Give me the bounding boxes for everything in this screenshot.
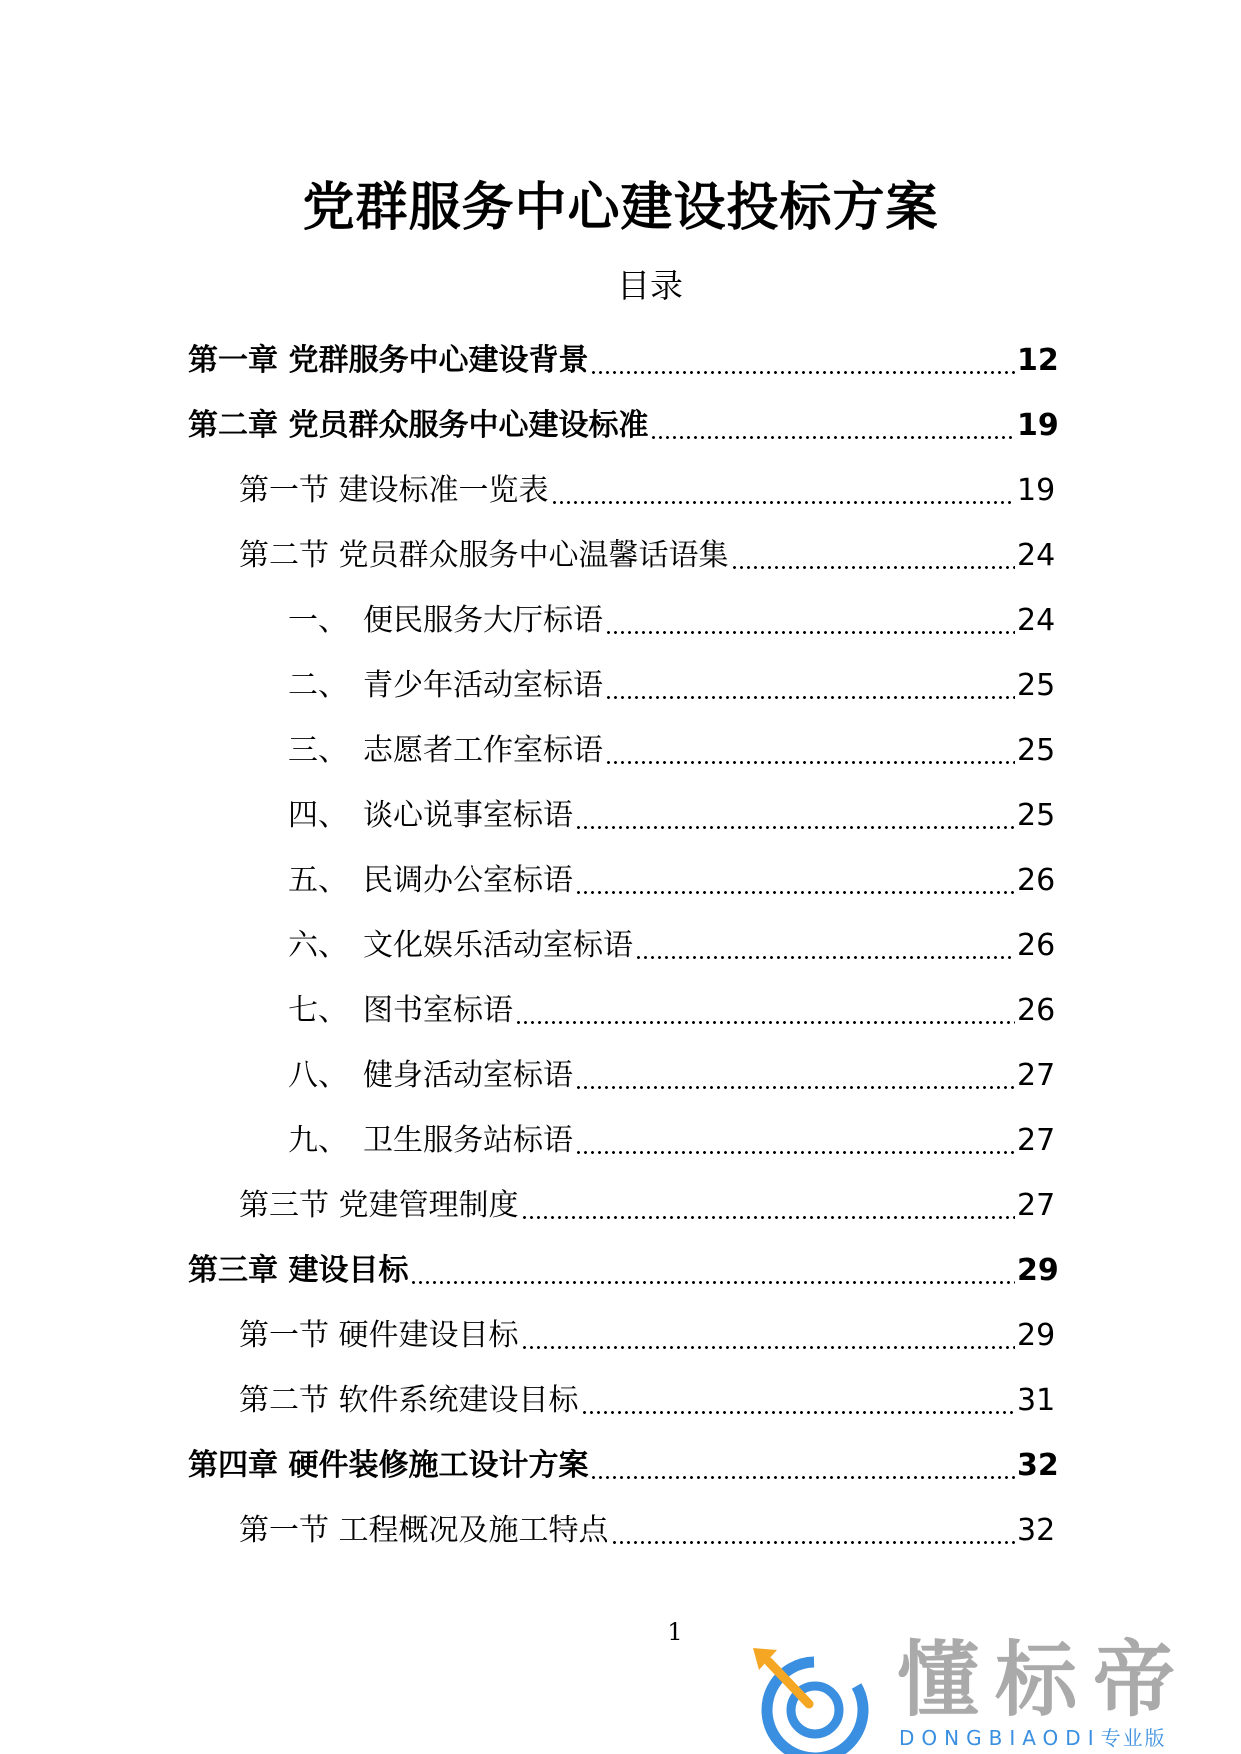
toc-dot-leader: [590, 346, 1015, 376]
toc-entry[interactable]: [0, 1368, 1241, 1433]
toc-entry[interactable]: [0, 458, 1241, 523]
document-title: 党群服务中心建设投标方案: [302, 178, 939, 238]
toc-entry-page: 29: [1017, 1252, 1059, 1288]
toc-entry-page: 26: [1017, 927, 1056, 963]
toc-entry-page: 27: [1017, 1122, 1056, 1158]
toc-entry-page: 24: [1017, 602, 1056, 638]
toc-entry-text: 谈心说事室标语: [363, 797, 573, 833]
toc-entry[interactable]: [0, 913, 1241, 978]
toc-entry-page: 27: [1017, 1057, 1056, 1093]
toc-entry-text: 文化娱乐活动室标语: [363, 927, 633, 963]
watermark-edition: 专业版: [1100, 1726, 1167, 1750]
toc-entry-page: 29: [1017, 1317, 1056, 1353]
toc-dot-leader: [521, 1321, 1015, 1351]
watermark-latin: DONGBIAODI专业版: [899, 1726, 1167, 1750]
toc-heading: 目录: [617, 266, 683, 305]
toc-entry-text: 第一节 工程概况及施工特点: [239, 1512, 609, 1548]
toc-entry-page: 27: [1017, 1187, 1056, 1223]
watermark-name: 懂标帝: [897, 1633, 1192, 1728]
toc-entry-text: 第一节 建设标准一览表: [239, 472, 549, 508]
toc-entry-ordinal: 二、: [288, 667, 348, 703]
toc-entry[interactable]: [0, 1238, 1241, 1303]
toc-entry-text: 健身活动室标语: [363, 1057, 573, 1093]
toc-entry-page: 25: [1017, 797, 1056, 833]
toc-entry-text: 第一节 硬件建设目标: [239, 1317, 519, 1353]
toc-dot-leader: [575, 866, 1015, 896]
page-number: 1: [667, 1618, 683, 1646]
toc-entry-ordinal: 五、: [288, 862, 348, 898]
toc-entry[interactable]: [0, 1173, 1241, 1238]
toc-entry-page: 32: [1017, 1512, 1056, 1548]
toc-entry[interactable]: [0, 653, 1241, 718]
watermark-logo: [745, 1633, 1225, 1754]
toc-entry-text: 民调办公室标语: [363, 862, 573, 898]
toc-entry-ordinal: 一、: [288, 602, 348, 638]
toc-entry[interactable]: [0, 588, 1241, 653]
toc-entry[interactable]: [0, 783, 1241, 848]
toc-entry-ordinal: 八、: [288, 1057, 348, 1093]
toc-entry-text: 第一章 党群服务中心建设背景: [188, 342, 589, 378]
toc-dot-leader: [521, 1191, 1015, 1221]
toc-entry[interactable]: [0, 848, 1241, 913]
toc-entry-text: 青少年活动室标语: [363, 667, 603, 703]
toc-entry-text: 第三章 建设目标: [188, 1252, 409, 1288]
toc-dot-leader: [611, 1516, 1015, 1546]
toc-entry-text: 便民服务大厅标语: [363, 602, 603, 638]
toc-entry-ordinal: 七、: [288, 992, 348, 1028]
toc-dot-leader: [551, 476, 1015, 506]
toc-dot-leader: [605, 736, 1015, 766]
toc-entry[interactable]: [0, 718, 1241, 783]
toc-entry-page: 26: [1017, 862, 1056, 898]
toc-dot-leader: [581, 1386, 1015, 1416]
toc-dot-leader: [731, 541, 1015, 571]
toc-entry-page: 12: [1017, 342, 1059, 378]
toc-entry-text: 卫生服务站标语: [363, 1122, 573, 1158]
toc-entry-text: 志愿者工作室标语: [363, 732, 603, 768]
toc-dot-leader: [515, 996, 1015, 1026]
toc-entry-page: 31: [1017, 1382, 1056, 1418]
toc-dot-leader: [605, 606, 1015, 636]
toc-entry-page: 19: [1017, 407, 1059, 443]
toc-entry-page: 25: [1017, 732, 1056, 768]
table-of-contents: [0, 328, 1241, 1563]
toc-entry-page: 24: [1017, 537, 1056, 573]
toc-entry[interactable]: [0, 978, 1241, 1043]
toc-entry-text: 第三节 党建管理制度: [239, 1187, 519, 1223]
toc-entry-text: 第二章 党员群众服务中心建设标准: [188, 407, 649, 443]
toc-entry-page: 32: [1017, 1447, 1059, 1483]
toc-entry-ordinal: 六、: [288, 927, 348, 963]
toc-dot-leader: [575, 1126, 1015, 1156]
toc-entry-page: 19: [1017, 472, 1056, 508]
toc-entry[interactable]: [0, 393, 1241, 458]
toc-entry-text: 第四章 硬件装修施工设计方案: [188, 1447, 589, 1483]
toc-dot-leader: [605, 671, 1015, 701]
toc-entry-ordinal: 九、: [288, 1122, 348, 1158]
toc-entry[interactable]: [0, 1043, 1241, 1108]
target-arrow-icon: [745, 1640, 895, 1754]
toc-dot-leader: [575, 801, 1015, 831]
toc-entry[interactable]: [0, 523, 1241, 588]
toc-dot-leader: [635, 931, 1015, 961]
toc-dot-leader: [650, 411, 1015, 441]
toc-entry[interactable]: [0, 1498, 1241, 1563]
toc-dot-leader: [590, 1451, 1015, 1481]
toc-entry-ordinal: 四、: [288, 797, 348, 833]
toc-entry-page: 25: [1017, 667, 1056, 703]
toc-entry-ordinal: 三、: [288, 732, 348, 768]
toc-entry-page: 26: [1017, 992, 1056, 1028]
toc-entry[interactable]: [0, 1433, 1241, 1498]
toc-entry-text: 第二节 党员群众服务中心温馨话语集: [239, 537, 729, 573]
toc-dot-leader: [410, 1256, 1015, 1286]
toc-dot-leader: [575, 1061, 1015, 1091]
toc-entry[interactable]: [0, 328, 1241, 393]
toc-entry-text: 第二节 软件系统建设目标: [239, 1382, 579, 1418]
toc-entry-text: 图书室标语: [363, 992, 513, 1028]
toc-entry[interactable]: [0, 1303, 1241, 1368]
toc-entry[interactable]: [0, 1108, 1241, 1173]
